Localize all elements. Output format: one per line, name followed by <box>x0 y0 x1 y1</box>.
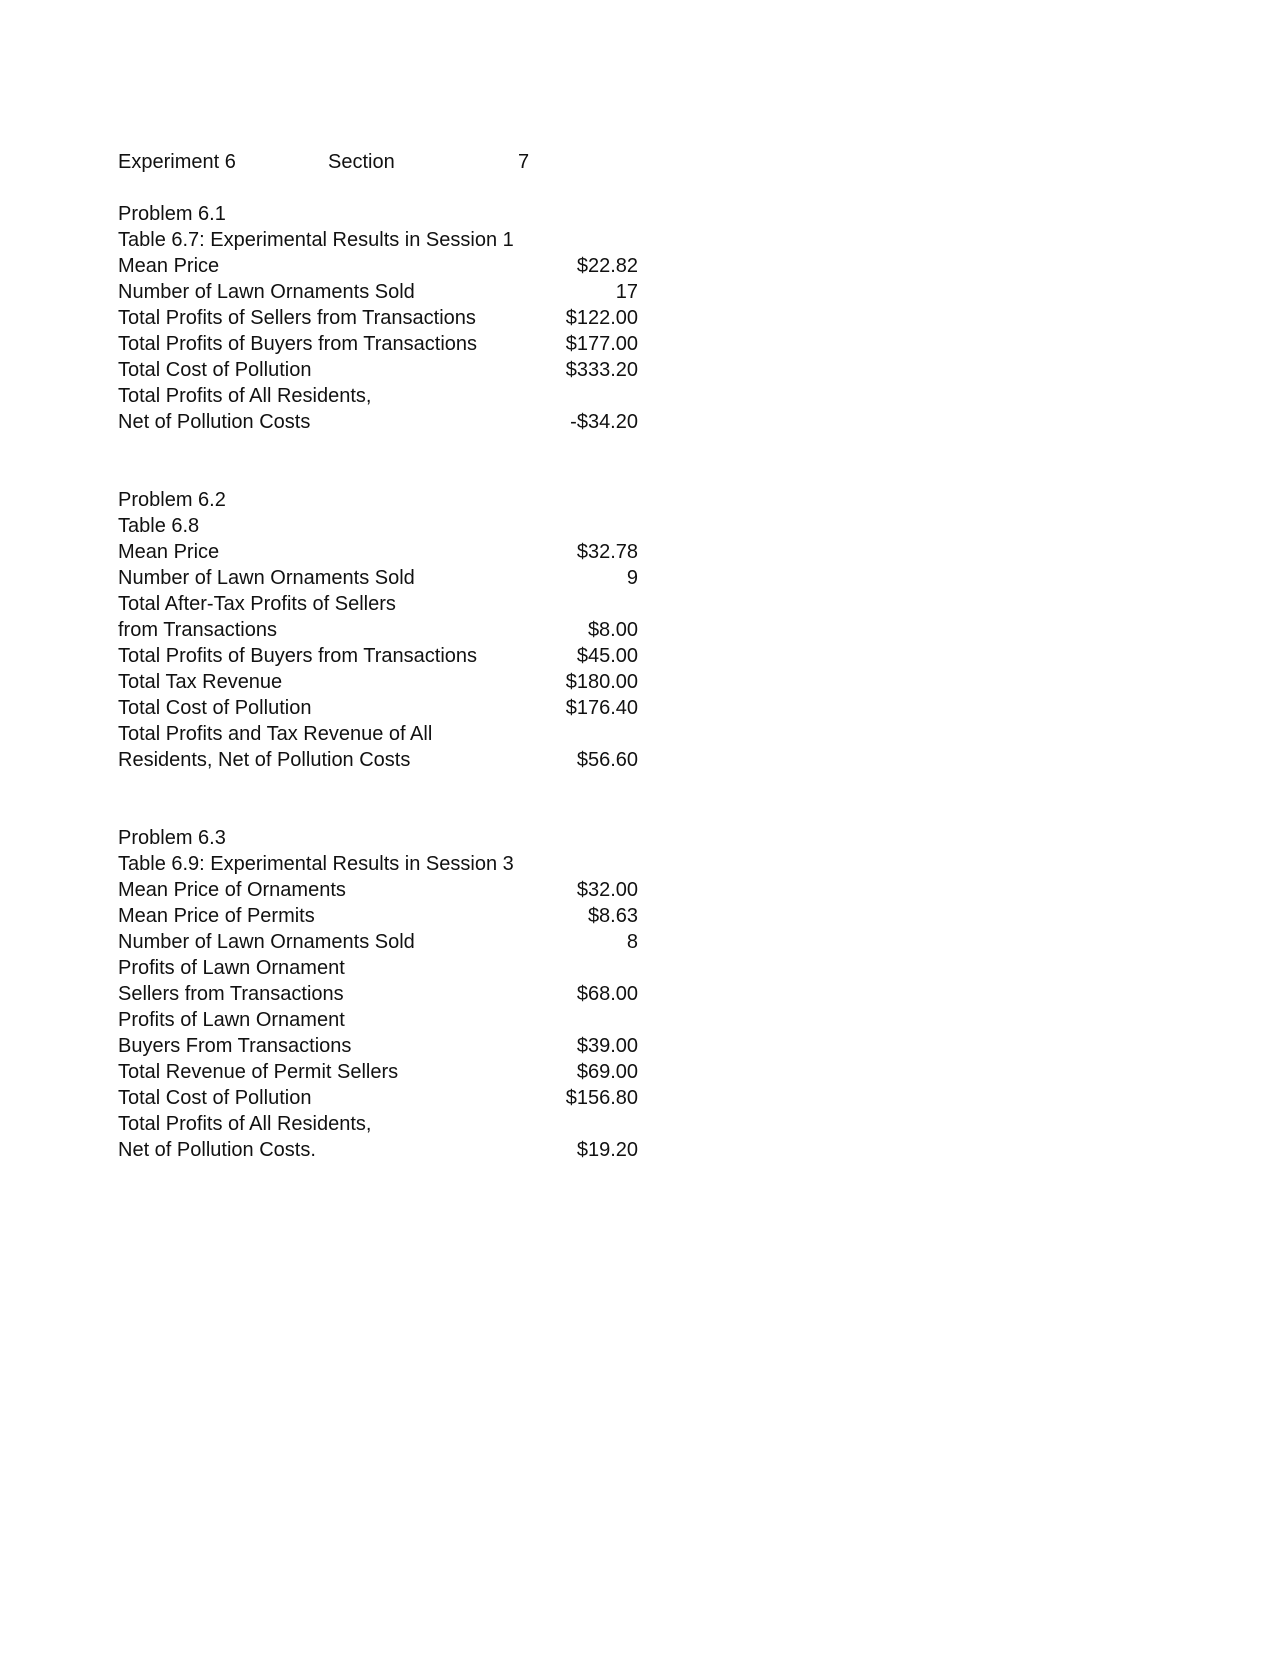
table-row <box>118 1033 638 1059</box>
row-value: $69.00 <box>576 1061 638 1083</box>
row-label: Mean Price <box>118 255 220 277</box>
problem-block <box>118 201 638 435</box>
row-value: -$34.20 <box>570 411 638 433</box>
row-label: Net of Pollution Costs. <box>118 1139 316 1161</box>
row-label: Mean Price of Ornaments <box>118 879 346 901</box>
row-value: $68.00 <box>576 983 638 1005</box>
row-label: Total Profits of All Residents, <box>118 385 372 407</box>
table-row <box>118 643 638 669</box>
row-label: Net of Pollution Costs <box>118 411 311 433</box>
table-row <box>118 1111 638 1137</box>
row-label: Total After-Tax Profits of Sellers <box>118 593 396 615</box>
row-label: Total Cost of Pollution <box>118 1087 312 1109</box>
table-row <box>118 929 638 955</box>
row-label: Total Profits of All Residents, <box>118 1113 372 1135</box>
row-value: $122.00 <box>565 307 638 329</box>
row-value: 8 <box>626 931 638 953</box>
row-value: $39.00 <box>576 1035 638 1057</box>
row-label: Mean Price of Permits <box>118 905 315 927</box>
row-value: $19.20 <box>576 1139 638 1161</box>
row-label: from Transactions <box>118 619 277 641</box>
table-row <box>118 357 638 383</box>
row-value: $176.40 <box>565 697 638 719</box>
table-row <box>118 695 638 721</box>
row-label: Sellers from Transactions <box>118 983 344 1005</box>
row-value: $45.00 <box>576 645 638 667</box>
row-value: $8.00 <box>587 619 638 641</box>
row-label: Profits of Lawn Ornament <box>118 1009 345 1031</box>
table-row <box>118 383 638 409</box>
table-row <box>118 955 638 981</box>
row-label: Number of Lawn Ornaments Sold <box>118 281 415 303</box>
table-row <box>118 669 638 695</box>
row-value: $180.00 <box>565 671 638 693</box>
row-value: $56.60 <box>576 749 638 771</box>
row-label: Total Profits of Sellers from Transactions <box>118 307 476 329</box>
row-label: Total Cost of Pollution <box>118 359 312 381</box>
row-label: Number of Lawn Ornaments Sold <box>118 931 415 953</box>
row-label: Profits of Lawn Ornament <box>118 957 345 979</box>
row-label: Total Profits and Tax Revenue of All <box>118 723 433 745</box>
table-row <box>118 331 638 357</box>
problem-block <box>118 487 638 773</box>
row-label: Mean Price <box>118 541 220 563</box>
table-row <box>118 565 638 591</box>
row-value: $177.00 <box>565 333 638 355</box>
table-row <box>118 617 638 643</box>
table-row <box>118 877 638 903</box>
row-value: $22.82 <box>576 255 638 277</box>
problems-container <box>118 201 638 1163</box>
row-label: Residents, Net of Pollution Costs <box>118 749 411 771</box>
row-label: Total Revenue of Permit Sellers <box>118 1061 399 1083</box>
table-row <box>118 1059 638 1085</box>
problem-title: Problem 6.2 <box>118 489 226 511</box>
table-row <box>118 981 638 1007</box>
problem-title: Problem 6.1 <box>118 203 226 225</box>
table-row <box>118 279 638 305</box>
row-value: $156.80 <box>565 1087 638 1109</box>
row-value: $32.00 <box>576 879 638 901</box>
row-value: $8.63 <box>587 905 638 927</box>
table-row <box>118 1137 638 1163</box>
row-label: Total Profits of Buyers from Transactions <box>118 333 478 355</box>
problem-block <box>118 825 638 1163</box>
table-row <box>118 591 638 617</box>
row-label: Total Tax Revenue <box>118 671 283 693</box>
table-row <box>118 1085 638 1111</box>
header-row <box>118 149 638 175</box>
table-title: Table 6.9: Experimental Results in Session 3 <box>118 853 514 875</box>
table-title: Table 6.8 <box>118 515 200 537</box>
table-row <box>118 1007 638 1033</box>
row-label: Total Cost of Pollution <box>118 697 312 719</box>
experiment-label: Experiment 6 <box>118 151 236 173</box>
section-label: Section <box>328 151 395 173</box>
section-number: 7 <box>518 151 530 173</box>
row-label: Buyers From Transactions <box>118 1035 352 1057</box>
row-label: Number of Lawn Ornaments Sold <box>118 567 415 589</box>
table-title: Table 6.7: Experimental Results in Session 1 <box>118 229 514 251</box>
table-row <box>118 903 638 929</box>
row-value: 17 <box>615 281 638 303</box>
table-row <box>118 409 638 435</box>
row-value: $32.78 <box>576 541 638 563</box>
row-value: $333.20 <box>565 359 638 381</box>
row-value: 9 <box>626 567 638 589</box>
table-row <box>118 747 638 773</box>
table-row <box>118 539 638 565</box>
problem-title: Problem 6.3 <box>118 827 226 849</box>
row-label: Total Profits of Buyers from Transactions <box>118 645 478 667</box>
table-row <box>118 305 638 331</box>
table-row <box>118 253 638 279</box>
worksheet <box>118 149 638 1163</box>
table-row <box>118 721 638 747</box>
